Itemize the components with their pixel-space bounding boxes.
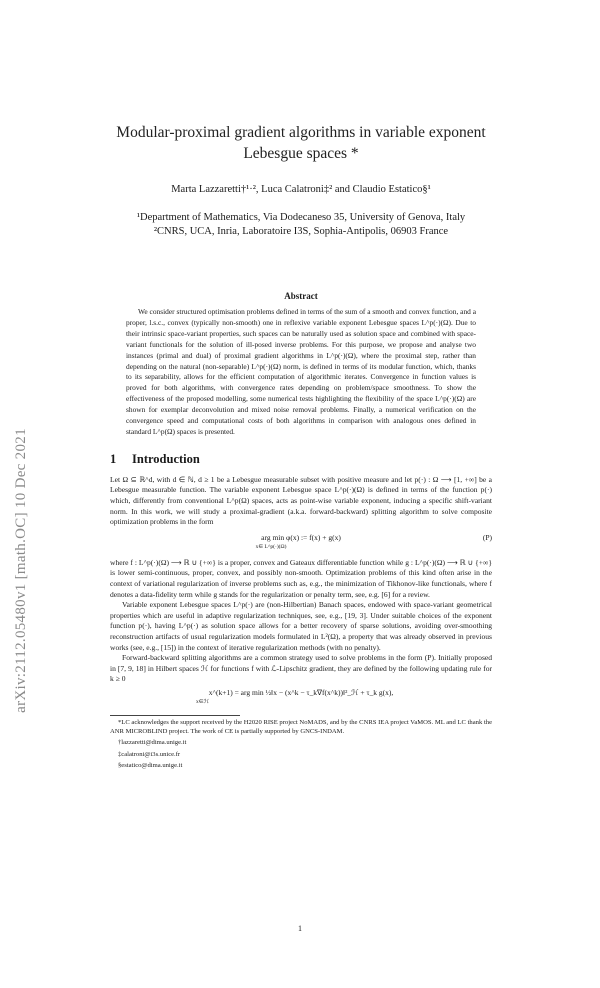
equation-problem-p [110,531,492,555]
affiliations [110,211,492,239]
footnote-email-estatico: §estatico@dima.unige.it [118,761,183,769]
section-number: 1 [110,451,117,466]
equation-forward-backward [110,687,492,709]
footnote-email-lazzaretti: †lazzaretti@dima.unige.it [118,739,187,747]
equation-fb-subscript: x∈ℋ [196,698,209,705]
arxiv-identifier: arXiv:2112.05480v1 [math.OC] 10 Dec 2021 [12,427,29,713]
paper-title [110,122,492,164]
page-number: 1 [298,924,302,933]
title-line-1: Modular-proximal gradient algorithms in variable exponent [116,124,486,141]
author-list: Marta Lazzaretti†¹·², Luca Calatroni‡² and Claudio Estatico§¹ [171,184,431,195]
section-heading-introduction [110,452,492,467]
footnote-email-calatroni: ‡calatroni@i3s.unice.fr [118,750,181,758]
title-line-2: Lebesgue spaces * [243,145,359,162]
intro-paragraph-3: Variable exponent Lebesgue spaces L^p(·) are (non-Hilbertian) Banach spaces, endowed with space-variant geometrical properties which are useful in adaptive regularization techniques, see, e.g., [19, 3]. Under suitable choices of the exponent function p(·), having L^p(·) as solution space allows for a better recovery of sparse solutions, avoiding over-smoothing reconstruction artifacts of usual regularization models formulated in L²(Ω), a property that was already observed in previous works (see, e.g., [15]) in the context of iterative regularization methods (with no penalty). [110,600,492,652]
section-title: Introduction [132,451,200,466]
abstract-heading: Abstract [284,291,318,301]
intro-paragraph-1: Let Ω ⊆ ℝ^d, with d ∈ ℕ, d ≥ 1 be a Lebesgue measurable subset with positive measure and let p(·) : Ω ⟶ [1, +∞] be a Lebesgue measurable function. The variable exponent Lebesgue space L^p(·)(Ω) is defined in terms of the function p(·) which, differently from conventional L^p(Ω) spaces, acts as point-wise variable exponent, inducing a specific shift-variant norm. In this work, we will study a proximal-gradient (a.k.a. forward-backward) splitting algorithm to solve composite optimization problems in the form [110,474,492,527]
footnote-divider [110,715,240,716]
arxiv-stamp [6,420,36,720]
affiliation-cnrs: ²CNRS, UCA, Inria, Laboratoire I3S, Sophia-Antipolis, 06903 France [153,226,449,237]
paper-page [110,0,492,770]
equation-p-expression: arg min φ(x) := f(x) + g(x) [261,532,341,542]
intro-paragraph-4: Forward-backward splitting algorithms are a common strategy used to solve problems in the form (P). Initially proposed in [7, 9, 18] in Hilbert spaces ℋ for functions f with ℒ-Lipschitz gradient, they are defined by the following updating rule for k ≥ 0 [110,653,492,684]
equation-p-tag: (P) [482,532,492,542]
abstract-text: We consider structured optimisation problems defined in terms of the sum of a smooth and convex function, and a proper, l.s.c., convex (typically non-smooth) one in reflexive variable exponent Lebesgue spaces L^p(·)(Ω). Due to their intrinsic space-variant properties, such spaces can be naturally used as solution space and combined with space-variant functionals for the solution of ill-posed inverse problems. For this purpose, we propose and analyse two instances (primal and dual) of proximal gradient algorithms in L^p(·)(Ω), where the proximal step, rather than depending on the natural (non-separable) L^p(·)(Ω) norm, is defined in terms of its modular function, which, thanks to its separability, allows for the efficient computation of algorithmic iterates. Convergence in function values is proved for both algorithms, with convergence rates depending on problem/space smoothness. To show the effectiveness of the proposed modelling, some numerical tests highlighting the flexibility of the space L^p(·)(Ω) are shown for exemplar deconvolution and mixed noise removal problems. Finally, a numerical verification on the convergence speed and computational costs of both algorithms in comparison with analogous ones defined in standard L^p(Ω) spaces is presented. [126,307,476,436]
footnote-acknowledgement: *LC acknowledges the support received by the H2020 RISE project NoMADS, and by the CNRS IEA project VaMOS. ML and LC thank the ANR MICROBLIND project. The work of CE is partially supported by GNCS-INDAM. [110,718,492,736]
equation-fb-expression: x^(k+1) = arg min ½‖x − (x^k − τ_k∇f(x^k))‖²_ℋ + τ_k g(x), [208,687,394,697]
intro-paragraph-2: where f : L^p(·)(Ω) ⟶ ℝ ∪ {+∞} is a proper, convex and Gateaux differentiable function while g : L^p(·)(Ω) ⟶ ℝ ∪ {+∞} is lower semi-continuous, proper, convex, and possibly non-smooth. Optimization problems of this kind often arise in the context of variational regularization of inverse problems such as, e.g., the minimization of Tikhonov-like functionals, where f denotes a data-fidelity term while g stands for the regularization or penalty term, see, e.g. [6] for a review. [110,557,492,599]
equation-p-subscript: x∈ L^p(·)(Ω) [255,543,287,550]
affiliation-genova: ¹Department of Mathematics, Via Dodecaneso 35, University of Genova, Italy [136,212,466,223]
